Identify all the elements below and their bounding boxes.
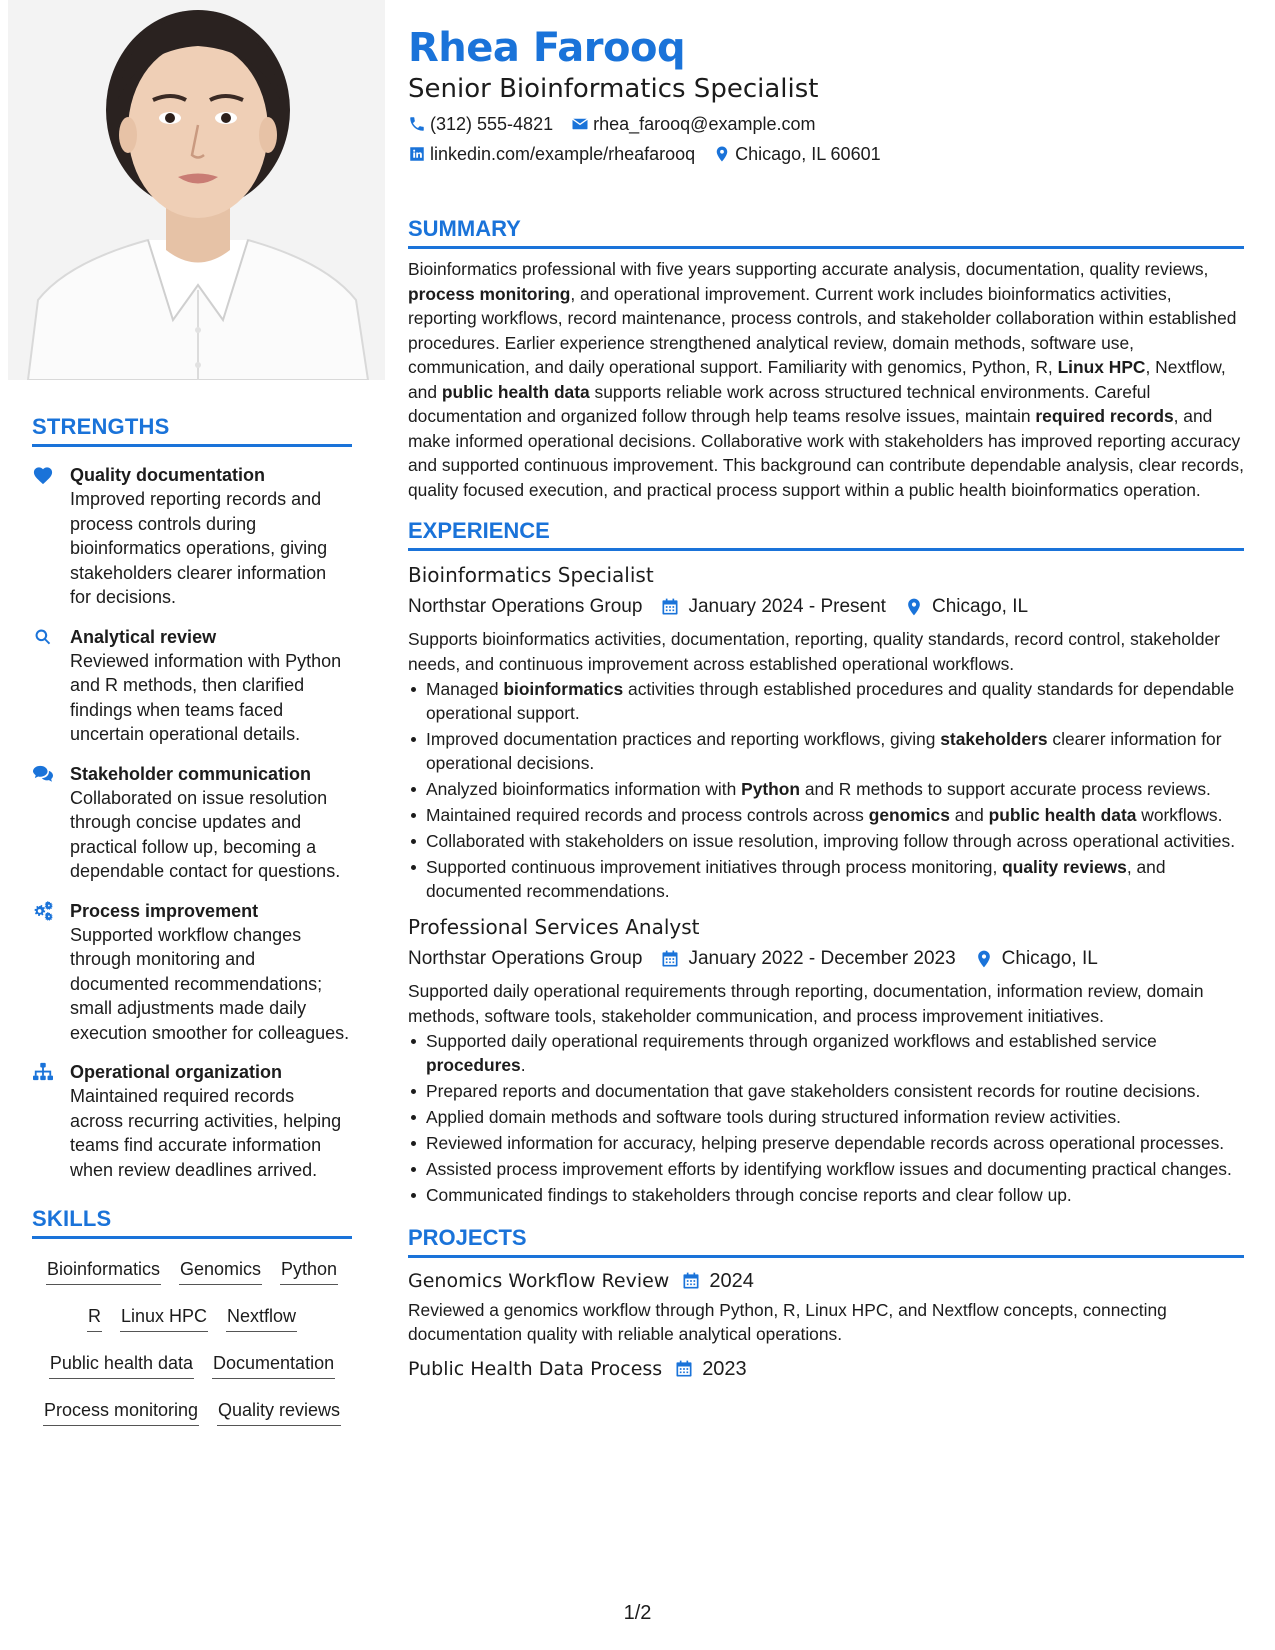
job-bullets bbox=[408, 677, 1244, 903]
experience-list bbox=[408, 561, 1244, 1207]
linkedin-contact[interactable] bbox=[408, 142, 695, 166]
company-name: Northstar Operations Group bbox=[408, 596, 643, 617]
strength-item bbox=[32, 1060, 352, 1182]
project-entry bbox=[408, 1356, 1244, 1382]
experience-heading: EXPERIENCE bbox=[408, 518, 1244, 551]
dates-text: January 2022 - December 2023 bbox=[688, 948, 956, 969]
dates-text: January 2024 - Present bbox=[688, 596, 886, 617]
calendar-icon bbox=[674, 1359, 694, 1379]
skill-tag: Quality reviews bbox=[217, 1398, 341, 1426]
email-text: rhea_farooq@example.com bbox=[593, 114, 816, 134]
bullet-item: Assisted process improvement efforts by identifying workflow issues and documenting practical changes. bbox=[408, 1157, 1244, 1181]
job-location bbox=[904, 593, 1028, 621]
job-entry bbox=[408, 913, 1244, 1207]
strength-description: Improved reporting records and process controls during bioinformatics operations, giving stakeholders clearer information for decisions. bbox=[70, 489, 328, 607]
strength-item bbox=[32, 625, 352, 747]
map-pin-icon bbox=[904, 597, 924, 617]
phone-icon bbox=[408, 115, 426, 133]
job-title: Professional Services Analyst bbox=[408, 915, 700, 939]
summary-heading: SUMMARY bbox=[408, 216, 1244, 249]
strength-text bbox=[70, 625, 352, 747]
location-contact bbox=[713, 142, 880, 166]
candidate-name: Rhea Farooq bbox=[408, 25, 686, 71]
heart-icon bbox=[32, 463, 70, 610]
linkedin-icon bbox=[408, 145, 426, 163]
skill-tag: Genomics bbox=[179, 1257, 262, 1285]
email-contact[interactable] bbox=[571, 112, 815, 136]
envelope-icon bbox=[571, 115, 589, 133]
strength-description: Collaborated on issue resolution through concise updates and practical follow up, becoming a dependable contact for questions. bbox=[70, 787, 341, 881]
bullet-item: Analyzed bioinformatics information with Python and R methods to support accurate process reviews. bbox=[408, 777, 1244, 801]
skill-tag: R bbox=[87, 1304, 102, 1332]
strength-text bbox=[70, 1060, 352, 1182]
skill-tag: Bioinformatics bbox=[46, 1257, 161, 1285]
project-year: 2023 bbox=[702, 1358, 747, 1380]
left-column bbox=[0, 0, 385, 1650]
project-description: Reviewed a genomics workflow through Python, R, Linux HPC, and Nextflow concepts, connecting documentation quality with reliable analytical operations. bbox=[408, 1300, 1167, 1344]
bullet-item: Supported daily operational requirements through organized workflows and established service procedures. bbox=[408, 1029, 1244, 1077]
strength-text bbox=[70, 762, 352, 884]
map-pin-icon bbox=[974, 949, 994, 969]
calendar-icon bbox=[660, 597, 680, 617]
location-text: Chicago, IL bbox=[931, 596, 1029, 617]
job-meta bbox=[408, 945, 1244, 973]
skill-tag: Python bbox=[280, 1257, 338, 1285]
strength-description: Reviewed information with Python and R methods, then clarified findings when teams faced uncertain operational details. bbox=[70, 650, 342, 744]
skill-tag: Nextflow bbox=[226, 1304, 297, 1332]
calendar-icon bbox=[681, 1271, 701, 1291]
strength-item bbox=[32, 463, 352, 610]
page-indicator: 1/2 bbox=[623, 1602, 652, 1624]
job-description: Supported daily operational requirements through reporting, documentation, information review, domain methods, software tools, stakeholder communication, and process improvement initiatives. bbox=[408, 981, 1204, 1026]
strength-text bbox=[70, 899, 352, 1046]
project-header bbox=[408, 1268, 1244, 1294]
gears-icon bbox=[32, 899, 70, 1046]
strength-title: Analytical review bbox=[70, 626, 217, 647]
profile-photo bbox=[8, 0, 385, 380]
bullet-item: Managed bioinformatics activities through established procedures and quality standards for dependable operational support. bbox=[408, 677, 1244, 725]
skills-list bbox=[32, 1251, 352, 1439]
sitemap-icon bbox=[32, 1060, 70, 1182]
strengths-heading: STRENGTHS bbox=[32, 414, 352, 447]
skill-tag: Public health data bbox=[49, 1351, 194, 1379]
strength-item bbox=[32, 762, 352, 884]
search-icon bbox=[32, 625, 70, 747]
company-name: Northstar Operations Group bbox=[408, 948, 643, 969]
job-title: Bioinformatics Specialist bbox=[408, 563, 654, 587]
left-content bbox=[32, 414, 352, 1439]
strength-title: Process improvement bbox=[70, 900, 259, 921]
strength-title: Stakeholder communication bbox=[70, 763, 312, 784]
strength-item bbox=[32, 899, 352, 1046]
phone-contact[interactable] bbox=[408, 112, 553, 136]
strength-title: Operational organization bbox=[70, 1062, 283, 1082]
bullet-item: Collaborated with stakeholders on issue resolution, improving follow through across operational activities. bbox=[408, 829, 1244, 853]
candidate-headline: Senior Bioinformatics Specialist bbox=[408, 74, 819, 104]
job-dates bbox=[660, 593, 886, 621]
skill-tag: Process monitoring bbox=[43, 1398, 199, 1426]
project-title: Genomics Workflow Review bbox=[408, 1270, 670, 1292]
bullet-item: Communicated findings to stakeholders through concise reports and clear follow up. bbox=[408, 1183, 1244, 1207]
skills-heading: SKILLS bbox=[32, 1206, 352, 1239]
calendar-icon bbox=[660, 949, 680, 969]
job-location bbox=[974, 945, 1098, 973]
summary-text: Bioinformatics professional with five years supporting accurate analysis, documentation, quality reviews, process monitoring, and operational improvement. Current work includes bioinformatics activities, reporting workflows, record maintenance, process controls, and stakeholder collaboration within established procedures. Earlier experience strengthened analytical review, domain methods, software use, communication, and daily operational support. Familiarity with genomics, Python, R, Linux HPC, Nextflow, and public health data supports reliable work across structured technical environments. Careful documentation and organized follow through help teams resolve issues, maintain required records, and make informed operational decisions. Collaborative work with stakeholders has improved reporting accuracy and supported continuous improvement. This background can contribute dependable analysis, clear records, quality focused execution, and practical process support within a public health bioinformatics operation. bbox=[408, 259, 1244, 500]
skill-tag: Documentation bbox=[212, 1351, 335, 1379]
job-bullets bbox=[408, 1029, 1244, 1207]
strength-text bbox=[70, 463, 352, 610]
project-year: 2024 bbox=[709, 1270, 754, 1292]
linkedin-text: linkedin.com/example/rheafarooq bbox=[430, 144, 696, 164]
strengths-list bbox=[32, 463, 352, 1182]
job-meta bbox=[408, 593, 1244, 621]
contact-row-1 bbox=[408, 112, 1244, 136]
right-column bbox=[408, 22, 1244, 1382]
map-pin-icon bbox=[713, 145, 731, 163]
projects-heading: PROJECTS bbox=[408, 1225, 1244, 1258]
strength-description: Supported workflow changes through monitoring and documented recommendations; small adjustments made daily execution smoother for colleagues. bbox=[70, 924, 350, 1043]
job-entry bbox=[408, 561, 1244, 903]
location-text: Chicago, IL bbox=[1001, 948, 1098, 969]
strength-title: Quality documentation bbox=[70, 465, 266, 485]
bullet-item: Improved documentation practices and reporting workflows, giving stakeholders clearer information for operational decisions. bbox=[408, 727, 1244, 775]
bullet-item: Applied domain methods and software tools during structured information review activities. bbox=[408, 1105, 1244, 1129]
bullet-item: Prepared reports and documentation that gave stakeholders consistent records for routine decisions. bbox=[408, 1079, 1244, 1103]
skill-tag: Linux HPC bbox=[120, 1304, 208, 1332]
contact-row-2 bbox=[408, 142, 1244, 166]
project-title: Public Health Data Process bbox=[408, 1358, 663, 1380]
phone-text: (312) 555-4821 bbox=[430, 114, 554, 134]
strength-description: Maintained required records across recurring activities, helping teams find accurate information when review deadlines arrived. bbox=[70, 1086, 342, 1180]
company bbox=[408, 945, 642, 973]
job-description: Supports bioinformatics activities, documentation, reporting, quality standards, record control, stakeholder needs, and continuous improvement across established operational workflows. bbox=[408, 629, 1220, 674]
bullet-item: Reviewed information for accuracy, helping preserve dependable records across operational processes. bbox=[408, 1131, 1244, 1155]
project-entry bbox=[408, 1268, 1244, 1346]
bullet-item: Supported continuous improvement initiatives through process monitoring, quality reviews, and documented recommendations. bbox=[408, 855, 1244, 903]
project-header bbox=[408, 1356, 1244, 1382]
job-dates bbox=[660, 945, 955, 973]
bullet-item: Maintained required records and process controls across genomics and public health data workflows. bbox=[408, 803, 1244, 827]
company bbox=[408, 593, 642, 621]
location-text: Chicago, IL 60601 bbox=[735, 144, 881, 164]
projects-list bbox=[408, 1268, 1244, 1382]
comments-icon bbox=[32, 762, 70, 884]
